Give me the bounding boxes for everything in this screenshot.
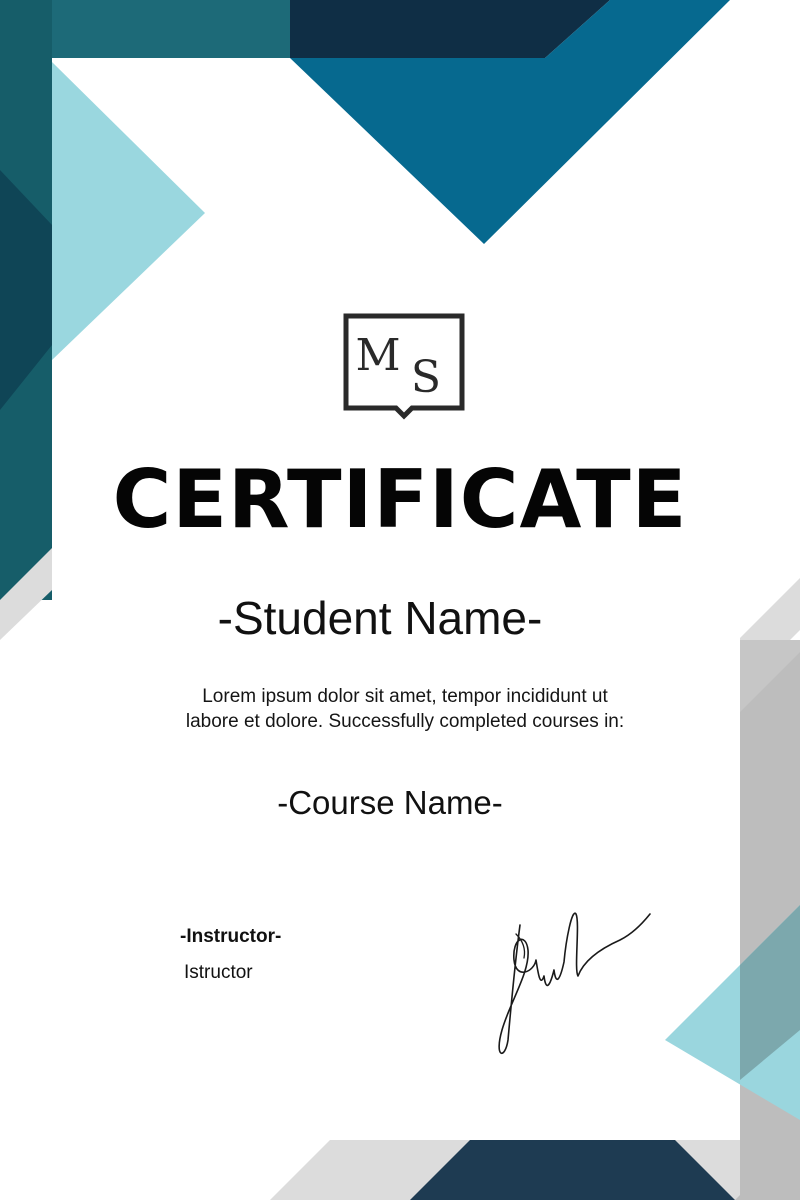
bottom-right-gray — [735, 1195, 800, 1200]
instructor-heading: -Instructor- — [180, 926, 282, 947]
course-name: -Course Name- — [277, 784, 503, 821]
svg-text:S: S — [410, 352, 442, 403]
description-line: labore et dolore. Successfully completed courses in: — [185, 711, 625, 732]
instructor-name: Istructor — [184, 962, 253, 983]
svg-text:M: M — [355, 330, 401, 381]
shield-emblem-icon — [342, 312, 466, 424]
description — [130, 684, 680, 734]
left-light-triangle — [52, 62, 205, 360]
signature-icon — [490, 900, 660, 1065]
certificate-title: CERTIFICATE — [112, 453, 688, 546]
student-name: -Student Name- — [217, 592, 543, 644]
description-line: Lorem ipsum dolor sit amet, tempor incididunt ut — [202, 686, 608, 707]
